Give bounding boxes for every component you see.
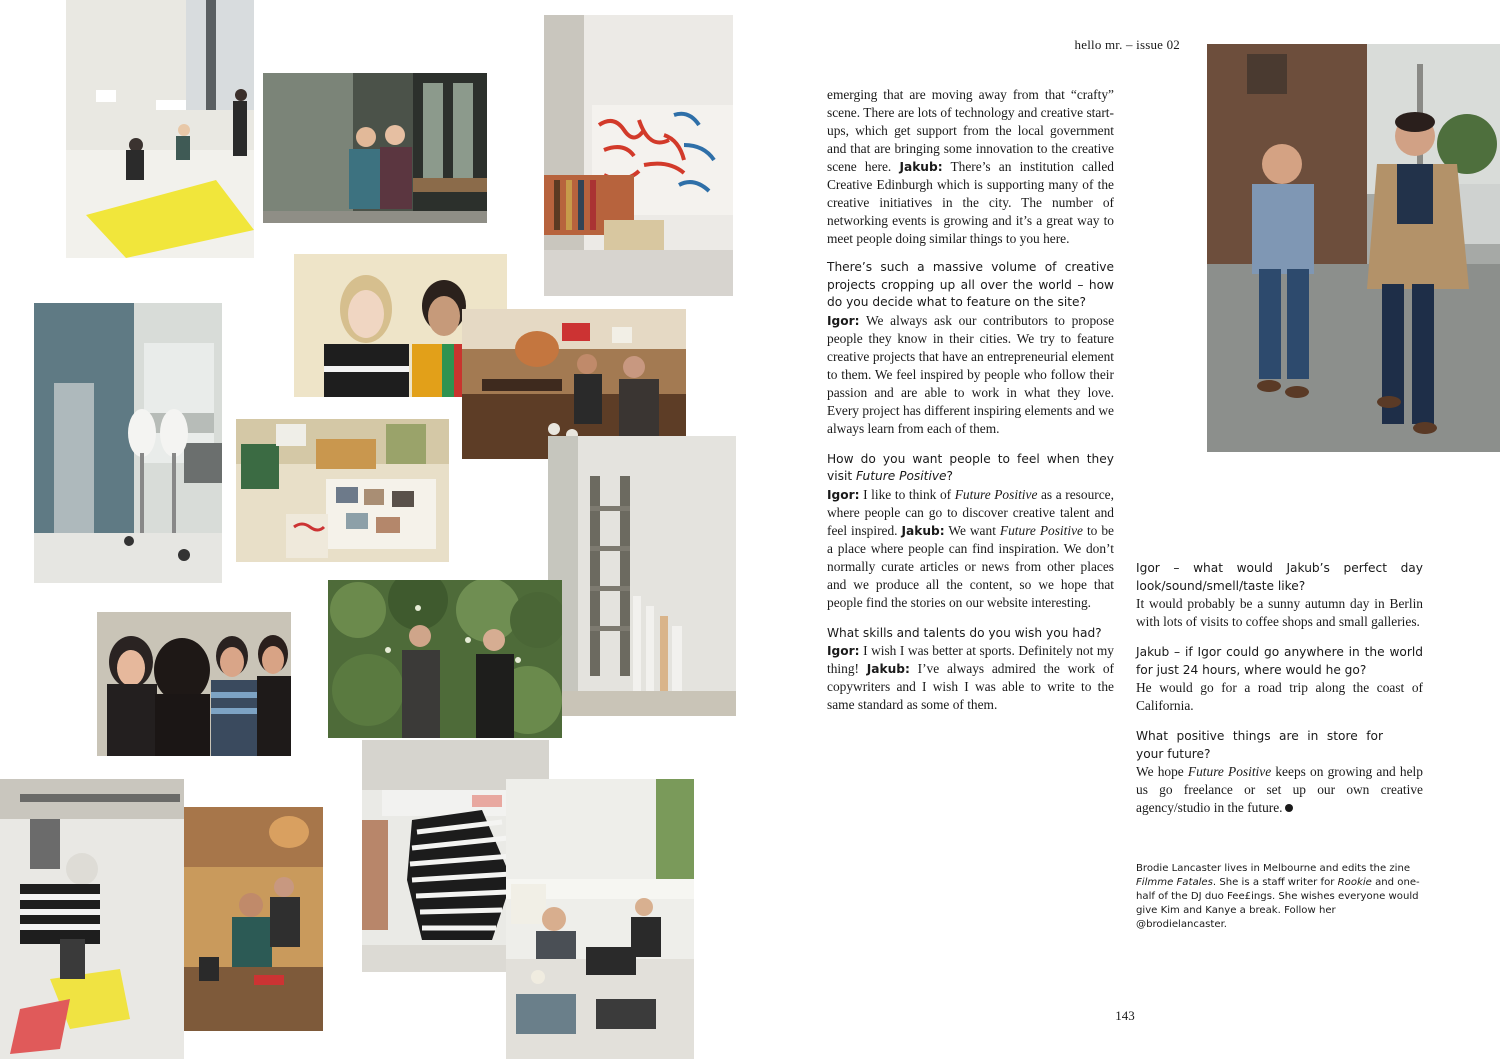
shop-mannequin-photo — [34, 303, 222, 583]
bio-text-b: . She is a staff writer for — [1212, 877, 1335, 888]
speaker-igor: Igor: — [827, 313, 860, 328]
answer-6: He would go for a road trip along the coast of California. — [1136, 680, 1423, 713]
desk-photos-photo — [236, 419, 449, 562]
qa-6 — [1136, 644, 1423, 715]
answer-2: We always ask our contributors to propose people they know in their cities. We try to feature creative projects that have an entrepreneurial element to them. We feel inspired by people who follow their passion and are able to work in what they love. Every project has different inspiring elements and we always learn from each of them. — [827, 312, 1115, 436]
kitchen-counter-photo — [184, 807, 323, 1031]
question-7: What positive things are in store for your future? — [1136, 729, 1383, 761]
craft-floor-photo — [0, 779, 184, 1059]
couple-greenery-photo — [328, 580, 562, 738]
qa-5 — [1136, 560, 1423, 631]
article-column-1 — [827, 86, 1114, 729]
paragraph-1 — [827, 86, 1114, 248]
end-mark-icon — [1285, 804, 1293, 812]
question-2: There’s such a massive volume of creative projects cropping up all over the world – how do you decide what to feature on the site? — [827, 260, 1114, 309]
paintings-books-photo — [544, 15, 733, 296]
paragraph-1-text: emerging that are moving away from that “crafty” scene. There are lots of technology and creative start-ups, which get support from the local government and that are bringing some innovation to the creative scene here. — [827, 87, 1114, 174]
qa-3 — [827, 451, 1114, 612]
author-bio — [1136, 862, 1424, 932]
answer-3-text-b: as a resource, where people can go to discover creative talent and feel inspired. — [827, 486, 1114, 538]
speaker-jakub: Jakub: — [866, 662, 910, 676]
bio-zine-title: Filmme Fatales — [1136, 877, 1213, 888]
answer-4-text-a: I wish I was better at sports. Definitely not my thing! — [827, 643, 1114, 676]
two-men-storefront-photo — [263, 73, 487, 223]
question-6: Jakub – if Igor could go anywhere in the world for just 24 hours, where would he go? — [1136, 645, 1423, 677]
answer-7-title: Future Positive — [1187, 764, 1272, 779]
paragraph-1-text-b: There’s an institution called Creative Edinburgh which is supporting many of the creative initiatives in the city. The number of networking events is growing and it’s a great way to meet people doing similar things to you here. — [827, 159, 1114, 246]
answer-3-text-d: to be a place where people can find inspiration. We don’t normally curate articles or news from other places and we produce all the content, so we hope that people find the stories on our website interesting. — [827, 522, 1114, 610]
two-men-walking-photo — [1207, 44, 1500, 452]
question-3-end: ? — [946, 469, 954, 483]
qa-2 — [827, 259, 1114, 438]
speaker-jakub: Jakub: — [899, 160, 943, 174]
question-3 — [827, 451, 1114, 486]
gallery-space-photo — [66, 0, 254, 258]
qa-4 — [827, 625, 1114, 715]
bio-text-a: Brodie Lancaster lives in Melbourne and edits the zine — [1136, 863, 1411, 874]
page-number: 143 — [1115, 1008, 1135, 1023]
answer-5: It would probably be a sunny autumn day in Berlin with lots of visits to coffee shops and small galleries. — [1136, 596, 1423, 629]
four-friends-photo — [97, 612, 291, 756]
ladder-corner-photo — [548, 436, 736, 716]
bio-text-c: and one-half of the DJ duo Fee£ings. She wishes everyone would give Kim and Kanye a break. Follow her @brodielancaster. — [1136, 877, 1420, 930]
answer-3-title-1: Future Positive — [954, 486, 1038, 502]
answer-3-text-a: I like to think of — [863, 486, 952, 502]
office-workers-photo — [506, 779, 694, 1059]
question-3-title: Future Positive — [856, 469, 947, 483]
answer-7-text-a: We hope — [1136, 764, 1184, 779]
running-head: hello mr. – issue 02 — [1074, 37, 1180, 52]
speaker-igor: Igor: — [827, 644, 860, 658]
answer-7-text-b: keeps on growing and help us go freelance or set up our own creative agency/studio in the future. — [1136, 764, 1423, 815]
question-5: Igor – what would Jakub’s perfect day look/sound/smell/taste like? — [1136, 561, 1423, 593]
answer-3-text-c: We want — [948, 522, 996, 538]
article-column-2 — [1136, 560, 1423, 832]
question-3-text: How do you want people to feel when they visit — [827, 451, 1114, 483]
speaker-igor: Igor: — [827, 487, 860, 502]
answer-4-text-b: I’ve always admired the work of copywriters and I wish I was able to write to the same standard as some of them. — [827, 661, 1114, 712]
bio-publication-title: Rookie — [1337, 877, 1372, 888]
qa-7 — [1136, 728, 1423, 817]
speaker-jakub: Jakub: — [901, 523, 945, 538]
question-4: What skills and talents do you wish you had? — [827, 625, 1102, 640]
answer-3-title-2: Future Positive — [999, 522, 1083, 538]
